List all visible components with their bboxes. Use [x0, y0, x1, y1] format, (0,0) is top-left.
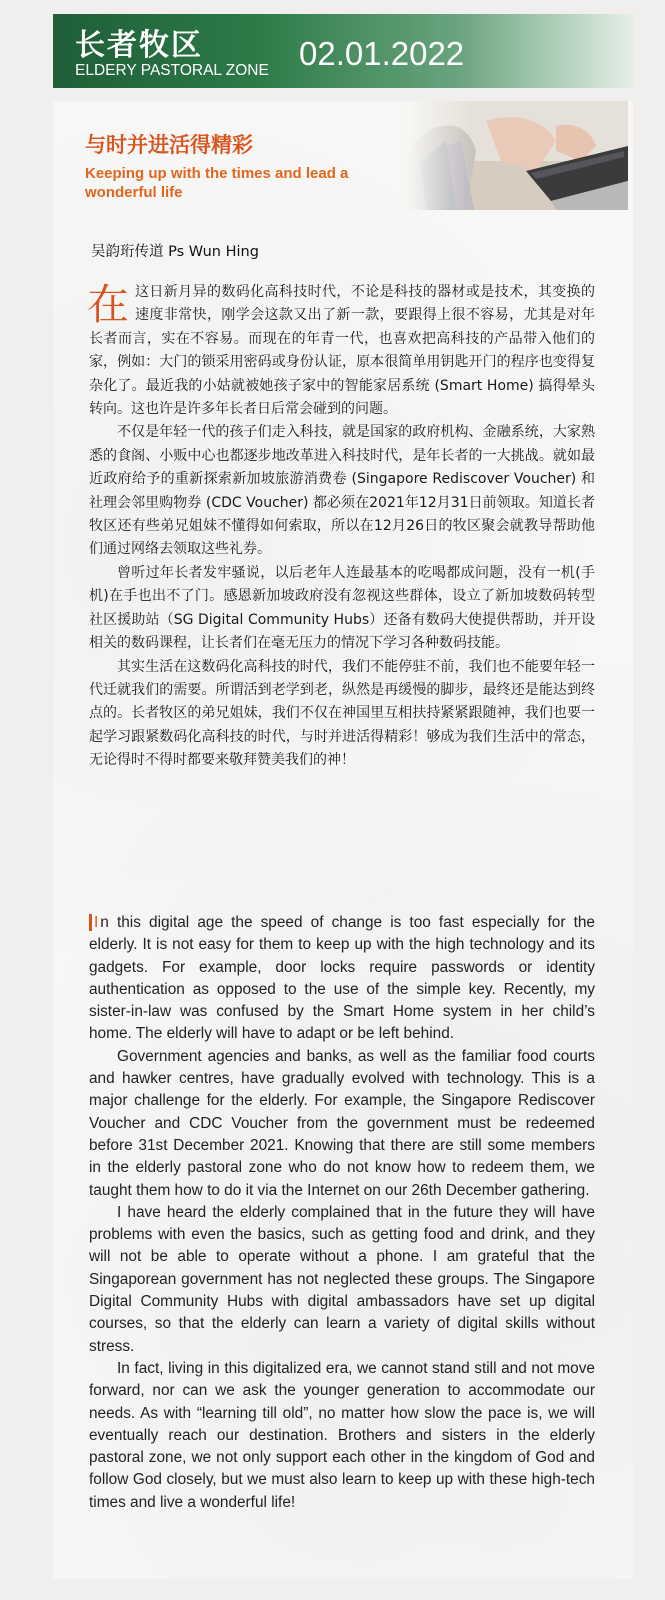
english-paragraph-text: n this digital age the speed of change is too fast especially for the elderly. It is not easy for them to keep up with the high technology and its gadgets. For example, door locks require passwords or identity authentication as opposed to the use of the simple key. Recently, my sister-in-law was confused by the Smart Home system in her child’s home. The elderly will have to adapt or be left behind.: [89, 914, 595, 1043]
section-header: [53, 14, 633, 88]
chinese-drop-cap: 在: [87, 280, 130, 329]
issue-date: 02.01.2022: [299, 35, 465, 72]
chinese-article-body: [89, 281, 595, 773]
chinese-paragraph: 其实生活在这数码化高科技的时代，我们不能停驻不前，我们也不能要年轻一代迁就我们的需要。所谓活到老学到老，纵然是再缓慢的脚步，最终还是能达到终点的。长者牧区的弟兄姐妹，我们不仅在神国里互相扶持紧紧跟随神，我们也要一起学习跟紧数码化高科技的时代，与时并进活得精彩！够成为我们生活中的常态，无论得时不得时都要来敬拜赞美我们的神！: [89, 658, 595, 769]
english-paragraph: [89, 912, 595, 1046]
zone-title-chinese: 长者牧区: [75, 28, 203, 63]
zone-title-english: ELDERY PASTORAL ZONE: [75, 62, 269, 79]
article-title-chinese: 与时并进活得精彩: [85, 133, 253, 157]
english-paragraph: Government agencies and banks, as well as the familiar food courts and hawker centres, have gradually evolved with technology. This is a major challenge for the elderly. For example, the Singapore Rediscover Voucher and CDC Voucher from the government must be redeemed before 31st December 2021. Knowing that there are still some members in the elderly pastoral zone who do not know how to redeem them, we taught them how to do it via the Internet on our 26th December gathering.: [89, 1047, 595, 1199]
hands-on-laptop-illustration: [406, 101, 628, 210]
english-paragraph: In fact, living in this digitalized era, we cannot stand still and not move forward, nor can we ask the younger generation to accommodate our needs. As with “learning till old”, no matter how slow the pace is, we will eventually reach our destination. Brothers and sisters in the elderly pastoral zone, we not only support each other in the kingdom of God and follow God closely, but we must also learn to keep up with these high-tech times and live a wonderful life!: [89, 1359, 595, 1511]
chinese-paragraph: 不仅是年轻一代的孩子们走入科技，就是国家的政府机构、金融系统，大家熟悉的食阁、小贩中心也都逐步地改革进入科技时代，是年长者的一大挑战。就如最近政府给予的重新探索新加坡旅游消费卷 (Singapore Rediscover Voucher) 和社理会邻里购物券 (CDC Voucher) 都必须在2021年12月31日前领取。知道长者牧区还有些弟兄姐妹不懂得如何索取，所以在12月26日的牧区聚会就教导帮助他们通过网络去领取这些礼券。: [89, 424, 595, 558]
english-drop-cap: I: [89, 914, 98, 931]
chinese-paragraph-text: 这日新月异的数码化高科技时代，不论是科技的器材或是技术，其变换的速度非常快，刚学会这款又出了新一款，要跟得上很不容易，尤其是对年长者而言，实在不容易。而现在的年青一代，也喜欢把高科技的产品带入他们的家，例如：大门的锁采用密码或身份认证，原本很简单用钥匙开门的程序也变得复杂化了。最近我的小姑就被她孩子家中的智能家居系统 (Smart Home) 搞得晕头转向。这也许是许多年长者日后常会碰到的问题。: [89, 284, 595, 418]
article-title-english: Keeping up with the times and lead a wonderful life: [85, 165, 349, 201]
english-paragraph: I have heard the elderly complained that in the future they will have problems with even the basics, such as getting food and drink, and they will not be able to operate without a phone. I am grateful that the Singaporean government has not neglected these groups. The Singapore Digital Community Hubs with digital ambassadors have set up digital courses, so that the elderly can learn a variety of digital skills without stress.: [89, 1203, 595, 1355]
chinese-paragraph: 曾听过年长者发牢骚说，以后老年人连最基本的吃喝都成问题，没有一机(手机)在手也出不了门。感恩新加坡政府没有忽视这些群体，设立了新加坡数码转型社区援助站（SG Digital Community Hubs）还备有数码大使提供帮助，并开设相关的数码课程，让长者们在毫无压力的情况下学习各种数码技能。: [89, 564, 595, 652]
laptop-photo: [406, 101, 628, 210]
author-byline: 吴韵珩传道 Ps Wun Hing: [91, 244, 259, 260]
chinese-paragraph: [89, 281, 595, 421]
english-article-body: [89, 912, 595, 1514]
